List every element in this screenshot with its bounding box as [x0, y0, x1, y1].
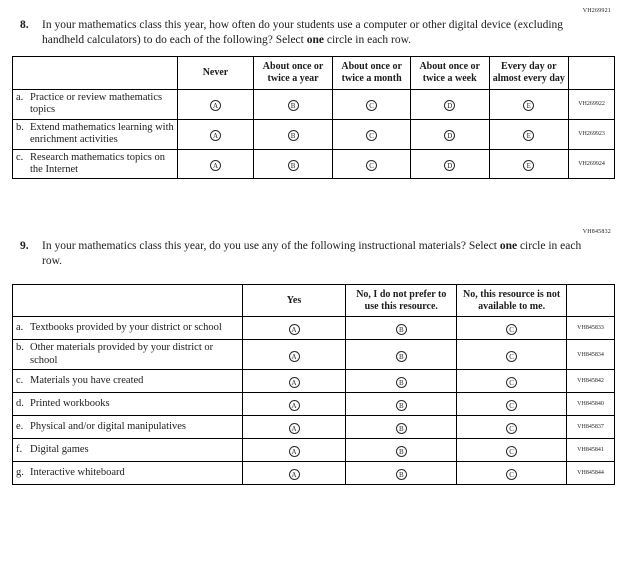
q9-row-g-option-yes[interactable]: A — [289, 469, 300, 480]
q9-row-e-option-yes[interactable]: A — [289, 423, 300, 434]
q8-header-year: About once or twice a year — [253, 57, 333, 90]
q8-row-a — [13, 90, 615, 120]
q8-row-c-code: VH269924 — [569, 149, 615, 179]
row-prefix: g. — [16, 466, 24, 478]
q8-header-never: Never — [178, 57, 254, 90]
question-9-block — [12, 229, 615, 485]
question-9-code: VH845832 — [582, 229, 611, 236]
q9-row-b — [13, 340, 615, 370]
q9-row-b-option-no-prefer[interactable]: B — [396, 351, 407, 362]
question-9-body — [42, 239, 589, 268]
row-label: Materials you have created — [30, 374, 144, 386]
q8-row-c-option-everyday[interactable]: E — [523, 160, 534, 171]
row-label: Research mathematics topics on the Internet — [30, 151, 165, 175]
question-9-text-bold: one — [499, 240, 518, 253]
q9-row-c — [13, 370, 615, 393]
question-8-text-before: In your mathematics class this year, how often do your students use a computer or other digital device (excluding handheld calculators) to do each of the following? Select — [42, 19, 564, 46]
q9-row-g — [13, 462, 615, 485]
row-prefix: c. — [16, 374, 24, 386]
q9-row-b-code: VH845834 — [567, 340, 615, 370]
q9-row-d-option-no-available[interactable]: C — [506, 400, 517, 411]
q8-row-b-option-year[interactable]: B — [288, 130, 299, 141]
question-8-text — [20, 18, 589, 47]
q9-row-d — [13, 393, 615, 416]
q9-row-c-code: VH845842 — [567, 370, 615, 393]
q8-header-everyday: Every day or almost every day — [489, 57, 569, 90]
q9-row-g-label-cell — [13, 462, 243, 485]
q9-row-f — [13, 439, 615, 462]
q9-row-c-option-no-prefer[interactable]: B — [396, 377, 407, 388]
q8-header-row — [13, 57, 615, 90]
q9-row-a-code: VH845833 — [567, 317, 615, 340]
q9-row-f-code: VH845841 — [567, 439, 615, 462]
q8-row-a-option-everyday[interactable]: E — [523, 100, 534, 111]
q9-row-b-option-yes[interactable]: A — [289, 351, 300, 362]
q9-header-no-prefer: No, I do not prefer to use this resource. — [346, 284, 457, 317]
row-prefix: e. — [16, 420, 24, 432]
q9-row-g-code: VH845844 — [567, 462, 615, 485]
row-label: Textbooks provided by your district or school — [30, 322, 222, 334]
question-9-table — [12, 284, 615, 485]
row-prefix: a. — [16, 92, 24, 104]
q9-header-code-col — [567, 284, 615, 317]
q8-header-week: About once or twice a week — [410, 57, 489, 90]
q8-row-b-option-week[interactable]: D — [444, 130, 455, 141]
q9-row-a-option-no-prefer[interactable]: B — [396, 324, 407, 335]
q9-row-a-option-no-available[interactable]: C — [506, 324, 517, 335]
q8-row-c-option-month[interactable]: C — [366, 160, 377, 171]
q9-row-f-label-cell — [13, 439, 243, 462]
q9-row-a-option-yes[interactable]: A — [289, 324, 300, 335]
question-9-number: 9. — [20, 240, 29, 253]
question-9-text-before: In your mathematics class this year, do you use any of the following instructional materials? Select — [42, 240, 500, 253]
q8-row-b-option-everyday[interactable]: E — [523, 130, 534, 141]
q9-header-yes: Yes — [242, 284, 346, 317]
q9-row-d-option-no-prefer[interactable]: B — [396, 400, 407, 411]
question-8-table — [12, 56, 615, 179]
q9-row-d-option-yes[interactable]: A — [289, 400, 300, 411]
q8-row-a-option-week[interactable]: D — [444, 100, 455, 111]
q8-row-c — [13, 149, 615, 179]
q8-row-c-option-week[interactable]: D — [444, 160, 455, 171]
q8-row-c-option-year[interactable]: B — [288, 160, 299, 171]
q8-header-month: About once or twice a month — [333, 57, 411, 90]
row-label: Other materials provided by your district or school — [30, 342, 214, 366]
q8-row-a-label-cell — [13, 90, 178, 120]
q8-row-b-option-month[interactable]: C — [366, 130, 377, 141]
row-prefix: a. — [16, 322, 24, 334]
q8-row-a-option-never[interactable]: A — [210, 100, 221, 111]
row-label: Printed workbooks — [30, 397, 110, 409]
q9-header-row — [13, 284, 615, 317]
q9-row-a — [13, 317, 615, 340]
question-8-code: VH269921 — [582, 8, 611, 14]
q8-row-b-option-never[interactable]: A — [210, 130, 221, 141]
row-prefix: b. — [16, 121, 24, 133]
question-9-text — [20, 239, 589, 268]
row-label: Practice or review mathematics topics — [30, 92, 163, 116]
q8-row-a-option-month[interactable]: C — [366, 100, 377, 111]
question-8-block — [12, 8, 615, 179]
question-8-text-bold: one — [306, 33, 324, 46]
question-9-text-after: circle in each row. — [42, 240, 582, 267]
q9-row-f-option-yes[interactable]: A — [289, 446, 300, 457]
row-prefix: f. — [16, 443, 23, 455]
q8-header-empty — [13, 57, 178, 90]
q9-row-f-option-no-prefer[interactable]: B — [396, 446, 407, 457]
q8-row-a-code: VH269922 — [569, 90, 615, 120]
q9-row-c-option-no-available[interactable]: C — [506, 377, 517, 388]
q9-row-g-option-no-available[interactable]: C — [506, 469, 517, 480]
question-8-number: 8. — [20, 19, 29, 31]
question-8-text-after: circle in each row. — [323, 33, 412, 46]
row-label: Digital games — [30, 443, 89, 455]
q9-row-e — [13, 416, 615, 439]
q9-row-b-option-no-available[interactable]: C — [506, 351, 517, 362]
q9-row-a-label-cell — [13, 317, 243, 340]
q9-header-empty — [13, 284, 243, 317]
q8-row-c-option-never[interactable]: A — [210, 160, 221, 171]
q8-row-b-label-cell — [13, 119, 178, 149]
row-prefix: c. — [16, 151, 24, 163]
row-label: Interactive whiteboard — [30, 466, 125, 478]
q9-row-e-code: VH845837 — [567, 416, 615, 439]
row-label: Physical and/or digital manipulatives — [30, 420, 187, 432]
q8-row-c-label-cell — [13, 149, 178, 179]
q9-row-c-label-cell — [13, 370, 243, 393]
row-prefix: d. — [16, 397, 24, 409]
q8-header-code-col — [569, 57, 615, 90]
q9-row-e-option-no-available[interactable]: C — [506, 423, 517, 434]
q9-row-g-option-no-prefer[interactable]: B — [396, 469, 407, 480]
question-8-body — [42, 18, 589, 47]
q9-row-c-option-yes[interactable]: A — [289, 377, 300, 388]
row-prefix: b. — [16, 342, 24, 354]
q8-row-a-option-year[interactable]: B — [288, 100, 299, 111]
row-label: Extend mathematics learning with enrichment activities — [30, 121, 174, 146]
q8-row-b-code: VH269923 — [569, 119, 615, 149]
q9-row-f-option-no-available[interactable]: C — [506, 446, 517, 457]
q9-row-d-code: VH845840 — [567, 393, 615, 416]
q9-header-no-available: No, this resource is not available to me. — [457, 284, 567, 317]
q9-row-e-option-no-prefer[interactable]: B — [396, 423, 407, 434]
q9-row-b-label-cell — [13, 340, 243, 370]
q8-row-b — [13, 119, 615, 149]
q9-row-d-label-cell — [13, 393, 243, 416]
q9-row-e-label-cell — [13, 416, 243, 439]
